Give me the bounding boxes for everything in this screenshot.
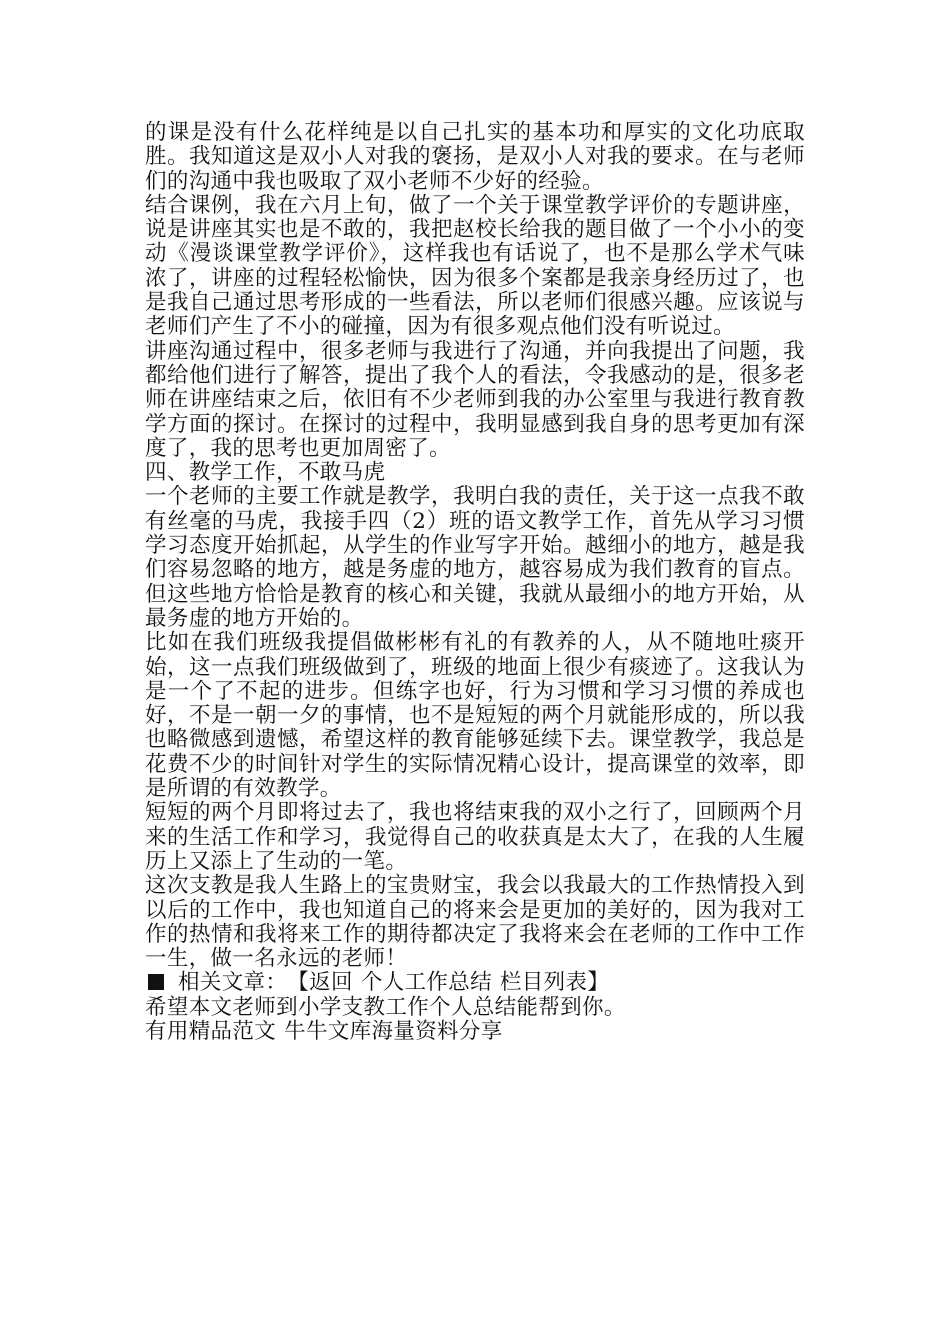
paragraph: 的课是没有什么花样纯是以自己扎实的基本功和厚实的文化功底取胜。我知道这是双小人对我的褒扬，是双小人对我的要求。在与老师们的沟通中我也吸取了双小老师不少好的经验。 <box>145 120 805 194</box>
category-link[interactable]: 个人工作总结 <box>360 970 492 996</box>
footer-slogan: 牛牛文库海量资料分享 <box>284 1018 503 1044</box>
close-bracket: 】 <box>587 970 610 996</box>
paragraph: 比如在我们班级我提倡做彬彬有礼的有教养的人，从不随地吐痰开始，这一点我们班级做到了，班级的地面上很少有痰迹了。这我认为是一个了不起的进步。但练字也好，行为习惯和学习习惯的养成也好，不是一朝一夕的事情，也不是短短的两个月就能形成的，所以我也略微感到遗憾，希望这样的教育能够延续下去。课堂教学，我总是花费不少的时间针对学生的实际情况精心设计，提高课堂的效率，即是所谓的有效教学。 <box>145 630 805 802</box>
document-page <box>145 121 805 1044</box>
closing-line: 希望本文老师到小学支教工作个人总结能帮到你。 <box>145 994 626 1020</box>
footer-line <box>145 1020 805 1044</box>
paragraph: 一个老师的主要工作就是教学，我明白我的责任，关于这一点我不敢有丝毫的马虎，我接手四（2）班的语文教学工作，首先从学习习惯学习态度开始抓起，从学生的作业写字开始。越细小的地方，越是我们容易忽略的地方，越是务虚的地方，越容易成为我们教育的盲点。但这些地方恰恰是教育的核心和关键，我就从最细小的地方开始，从最务虚的地方开始的。 <box>145 484 805 631</box>
related-label: 相关文章： <box>178 970 288 996</box>
column-list-link[interactable]: 栏目列表 <box>499 970 588 996</box>
footer-brand: 有用精品范文 <box>145 1018 277 1044</box>
open-bracket: 【 <box>287 970 310 996</box>
paragraph: 短短的两个月即将过去了，我也将结束我的双小之行了，回顾两个月来的生活工作和学习，我觉得自己的收获真是太大了，在我的人生履历上又添上了生动的一笔。 <box>145 800 805 874</box>
paragraph: 结合课例，我在六月上旬，做了一个关于课堂教学评价的专题讲座，说是讲座其实也是不敢的，我把赵校长给我的题目做了一个小小的变动《漫谈课堂教学评价》，这样我也有话说了，也不是那么学术气味浓了，讲座的过程轻松愉快，因为很多个案都是我亲身经历过了，也是我自己通过思考形成的一些看法，所以老师们很感兴趣。应该说与老师们产生了不小的碰撞，因为有很多观点他们没有听说过。 <box>145 192 805 340</box>
paragraph: 讲座沟通过程中，很多老师与我进行了沟通，并向我提出了问题，我都给他们进行了解答，提出了我个人的看法，令我感动的是，很多老师在讲座结束之后，依旧有不少老师到我的办公室里与我进行教育教学方面的探讨。在探讨的过程中，我明显感到我自身的思考更加有深度了，我的思考也更加周密了。 <box>145 338 805 461</box>
section-heading: 四、教学工作，不敢马虎 <box>145 460 386 486</box>
related-articles <box>145 971 805 995</box>
back-link[interactable]: 返回 <box>309 970 353 996</box>
paragraph: 这次支教是我人生路上的宝贵财宝，我会以我最大的工作热情投入到以后的工作中，我也知道自己的将来会是更加的美好的，因为我对工作的热情和我将来工作的期待都决定了我将来会在老师的工作中工作一生，做一名永远的老师！ <box>145 873 805 972</box>
square-bullet-icon <box>148 974 164 990</box>
